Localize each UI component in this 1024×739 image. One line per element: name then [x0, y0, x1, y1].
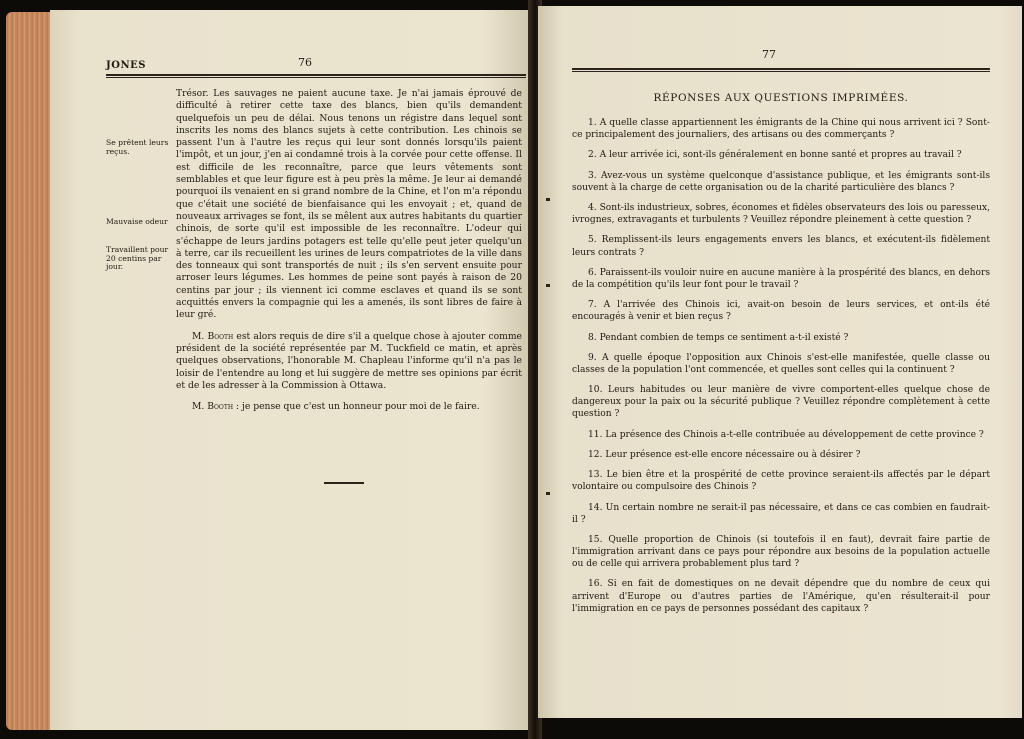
header-rule-left	[106, 74, 526, 78]
left-body-text	[176, 88, 522, 422]
question-item: 5. Remplissent-ils leurs engagements envers les blancs, et exécutent-ils fidèlement leurs contrats ?	[572, 235, 990, 258]
question-item: 6. Paraissent-ils vouloir nuire en aucune manière à la prospérité des blancs, en dehors de la compétition qu'ils leur font pour le travail ?	[572, 267, 990, 290]
margin-note-wages: Travaillent pour 20 centins par jour.	[106, 245, 169, 272]
question-item: 9. A quelle époque l'opposition aux Chinois s'est-elle manifestée, quelle classe ou classes de la population l'ont commencée, et quelles sont celles qui la continuent ?	[572, 352, 990, 375]
binding-mark	[546, 198, 550, 201]
question-item: 3. Avez-vous un système quelconque d'assistance publique, et les émigrants sont-ils souvent à la charge de cette organisation ou de la charité particulière des blancs ?	[572, 170, 990, 193]
question-item: 13. Le bien être et la prospérité de cette province seraient-ils affectés par le départ volontaire ou compulsoire des Chinois ?	[572, 470, 990, 493]
binding-mark	[546, 284, 550, 287]
page-number-left: 76	[298, 56, 312, 69]
speaker-name: M. Booth	[192, 401, 234, 413]
question-item: 4. Sont-ils industrieux, sobres, économes et fidèles observateurs des lois ou paresseux, ivrognes, extravagants et turbulents ? Veuillez répondre pleinement à cette question ?	[572, 203, 990, 226]
paragraph	[176, 401, 522, 413]
question-item: 8. Pendant combien de temps ce sentiment a-t-il existé ?	[588, 332, 849, 343]
question-item: 7. A l'arrivée des Chinois ici, avait-on besoin de leurs services, et ont-ils été encouragés à venir et bien reçus ?	[572, 300, 990, 323]
page-edges	[6, 12, 54, 730]
question-item: 2. A leur arrivée ici, sont-ils généralement en bonne santé et propres au travail ?	[588, 150, 962, 161]
section-end-rule	[324, 482, 364, 484]
paragraph	[176, 331, 522, 392]
speaker-name: M. Booth	[192, 330, 234, 342]
left-page	[50, 10, 532, 730]
question-item: 10. Leurs habitudes ou leur manière de vivre comportent-elles quelque chose de dangereux pour la paix ou la sécurité publique ? Veuillez répondre complètement à cette question ?	[572, 385, 990, 420]
question-item: 11. La présence des Chinois a-t-elle contribuée au développement de cette province ?	[588, 429, 984, 440]
header-rule-right	[572, 68, 990, 72]
question-item: 1. A quelle classe appartiennent les émigrants de la Chine qui nous arrivent ici ? Sont-ce principalement des journaliers, des artisans ou des commerçants ?	[572, 118, 990, 141]
running-head: JONES	[106, 60, 146, 71]
paragraph-text: est alors requis de dire s'il a quelque chose à ajouter comme président de la société représentée par M. Tuckfield ce matin, et après quelques observations, l'honorable M. Chapleau l'informe qu'il n'a pas le loisir de l'entendre au long et lui suggère de mettre ses opinions par écrit et de les adresser à la Commission à Ottawa.	[176, 330, 522, 391]
question-item: 14. Un certain nombre ne serait-il pas nécessaire, et dans ce cas combien en faudrait-il ?	[572, 502, 990, 525]
question-item: 16. Si en fait de domestiques on ne devait dépendre que du nombre de ceux qui arrivent d'Europe ou d'autres parties de l'Amérique, qu'en résulterait-il pour l'immigration en ce pays de personnes possédant des capitaux ?	[572, 579, 990, 614]
paragraph: Trésor. Les sauvages ne paient aucune taxe. Je n'ai jamais éprouvé de difficulté à retirer cette taxe des blancs, bien qu'ils demandent quelquefois un peu de délai. Nous tenons un régistre dans lequel sont inscrits les noms des blancs sujets à cette contribution. Les chinois se passent l'un à l'autre les reçus qui leur sont donnés lorsqu'ils paient l'impôt, et un jour, j'en ai condamné trois à la corvée pour cette offense. Il est difficile de les reconnaître, parce que leurs vêtements sont semblables et que leur figure est à peu près la même. Je leur ai demandé pourquoi ils venaient en si grand nombre de la Chine, et l'on m'a répondu que c'était une société de bienfaisance qui les envoyait ; et, quand de nouveaux arrivages se font, ils se mêlent aux autres habitants du quartier chinois, de sorte qu'il est impossible de les reconnaître. L'odeur qui s'échappe de leurs jardins potagers est telle qu'elle peut jeter quelqu'un à terre, car ils recueillent les urines de leurs compatriotes de la ville dans des tonneaux qui sont transportés de nuit ; ils s'en servent ensuite pour arroser leurs légumes. Les hommes de peine sont payés à raison de 20 centins par jour ; ils viennent ici comme esclaves et quand ils se sont acquittés envers la compagnie qui les a amenés, ils sont libres de faire à leur gré.	[176, 88, 522, 321]
margin-note-odour: Mauvaise odeur	[106, 217, 168, 226]
paragraph-text: : je pense que c'est un honneur pour moi de le faire.	[233, 401, 480, 413]
section-title: RÉPONSES AUX QUESTIONS IMPRIMÉES.	[653, 92, 909, 104]
right-page	[538, 6, 1022, 718]
binding-mark	[546, 492, 550, 495]
question-list	[572, 117, 990, 623]
page-number-right: 77	[762, 48, 776, 61]
margin-note-receipts: Se prêtent leurs reçus.	[106, 138, 169, 156]
question-item: 12. Leur présence est-elle encore nécessaire ou à désirer ?	[588, 449, 861, 460]
question-item: 15. Quelle proportion de Chinois (si toutefois il en faut), devrait faire partie de l'immigration arrivant dans ce pays pour répondre aux besoins de la population actuelle ou de celle qui arrivera probablement plus tard ?	[572, 534, 990, 570]
